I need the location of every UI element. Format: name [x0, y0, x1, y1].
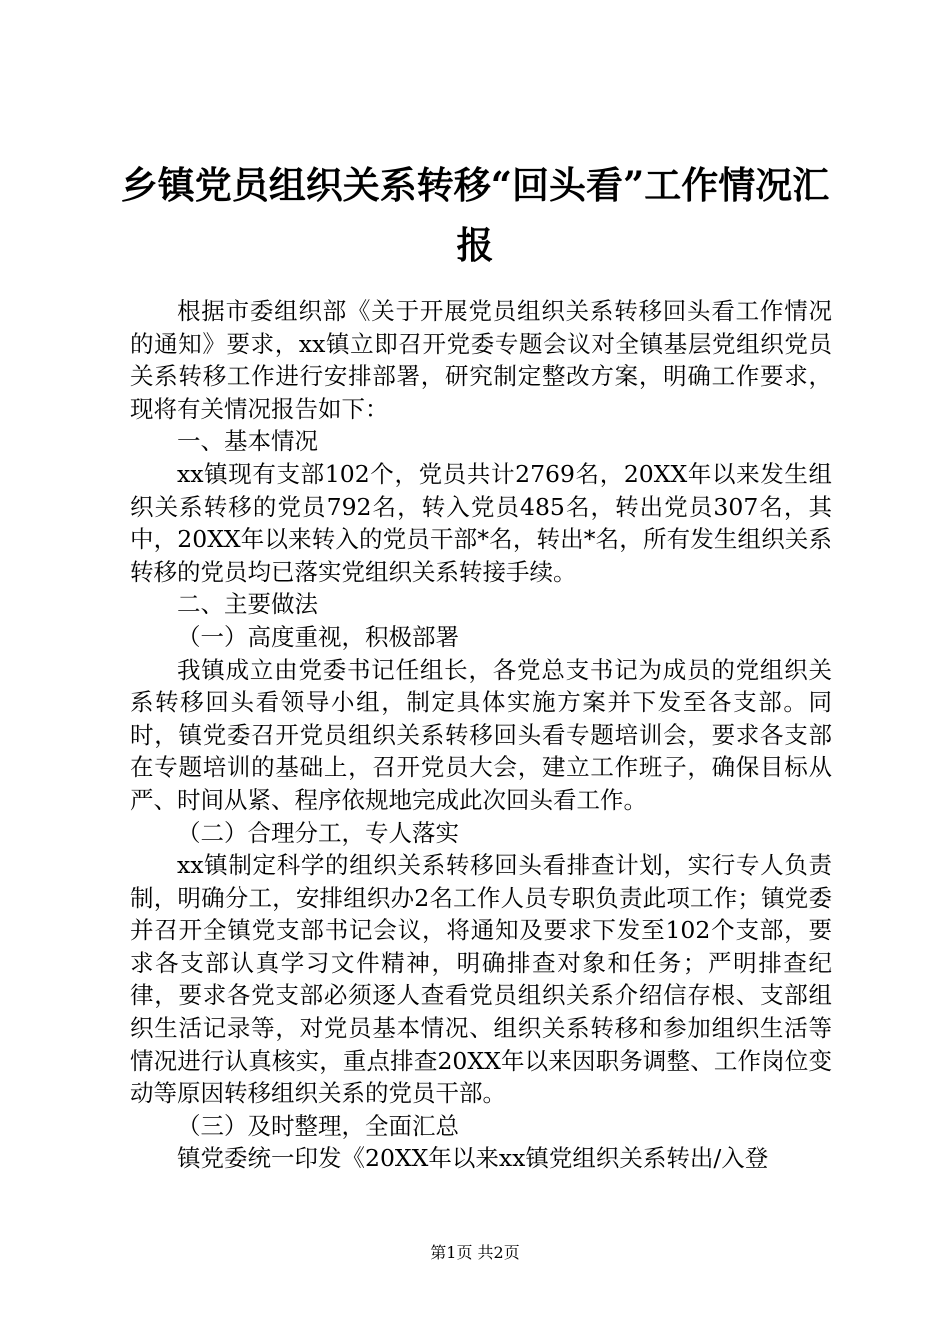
page-footer: 第1页 共2页 — [430, 1243, 520, 1262]
paragraph-basic-situation: xx镇现有支部102个，党员共计2769名，20XX年以来发生组织关系转移的党员792名，转入党员485名，转出党员307名，其中，20XX年以来转入的党员干部*名，转出*名，所有发生组织关系转移的党员均已落实党组织关系转接手续。 — [130, 459, 832, 586]
section-heading-methods: 二、主要做法 — [177, 590, 318, 619]
section-heading-basic: 一、基本情况 — [177, 427, 318, 456]
subsection-heading-3: （三）及时整理，全面汇总 — [177, 1111, 459, 1140]
paragraph-subsection-1: 我镇成立由党委书记任组长，各党总支书记为成员的党组织关系转移回头看领导小组，制定具体实施方案并下发至各支部。同时，镇党委召开党员组织关系转移回头看专题培训会，要求各支部在专题培训的基础上，召开党员大会，建立工作班子，确保目标从严、时间从紧、程序依规地完成此次回头看工作。 — [130, 655, 832, 814]
paragraph-subsection-3: 镇党委统一印发《20XX年以来xx镇党组织关系转出/入登 — [177, 1144, 769, 1173]
page-title: 乡镇党员组织关系转移“回头看”工作情况汇报 — [120, 163, 830, 267]
subsection-heading-2: （二）合理分工，专人落实 — [177, 818, 459, 847]
paragraph-intro: 根据市委组织部《关于开展党员组织关系转移回头看工作情况的通知》要求，xx镇立即召开党委专题会议对全镇基层党组织党员关系转移工作进行安排部署，研究制定整改方案，明确工作要求，现将有关情况报告如下： — [130, 297, 832, 423]
document-body — [130, 295, 832, 1175]
subsection-heading-1: （一）高度重视，积极部署 — [177, 622, 459, 651]
paragraph-subsection-2: xx镇制定科学的组织关系转移回头看排查计划，实行专人负责制，明确分工，安排组织办2名工作人员专职负责此项工作；镇党委并召开全镇党支部书记会议，将通知及要求下发至102个支部，要求各支部认真学习文件精神，明确排查对象和任务；严明排查纪律，要求各党支部必须逐人查看党员组织关系介绍信存根、支部组织生活记录等，对党员基本情况、组织关系转移和参加组织生活等情况进行认真核实，重点排查20XX年以来因职务调整、工作岗位变动等原因转移组织关系的党员干部。 — [130, 851, 832, 1108]
